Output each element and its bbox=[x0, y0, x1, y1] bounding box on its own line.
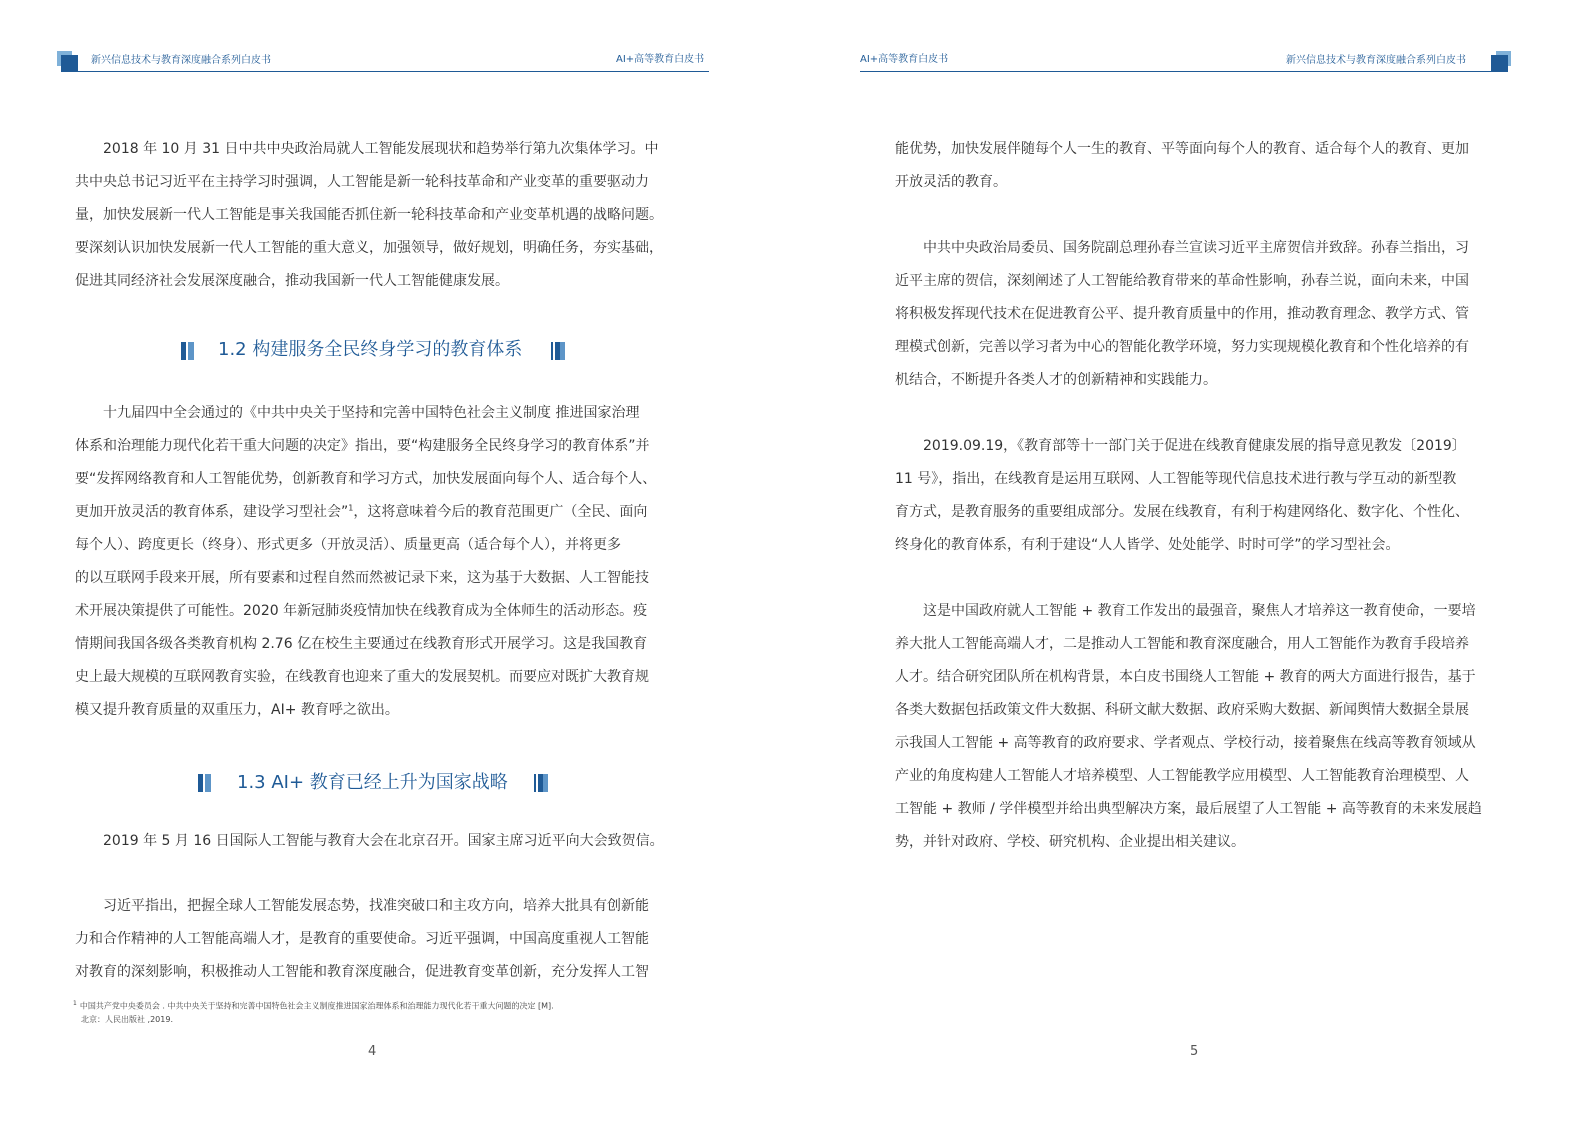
text-line: 产业的角度构建人工智能人才培养模型、人工智能教学应用模型、人工智能教育治理模型、人 bbox=[895, 768, 1469, 784]
header-series-title: 新兴信息技术与教育深度融合系列白皮书 bbox=[91, 55, 271, 66]
header-series-title: 新兴信息技术与教育深度融合系列白皮书 bbox=[1286, 55, 1466, 66]
section-bars-right bbox=[551, 342, 565, 360]
text-line: 2019 年 5 月 16 日国际人工智能与教育大会在北京召开。国家主席习近平向大会致贺信。 bbox=[103, 833, 664, 849]
paragraph-whitepaper-scope bbox=[895, 595, 1495, 859]
text-line: 养大批人工智能高端人才，二是推动人工智能和教育深度融合，用人工智能作为教育手段培养 bbox=[895, 636, 1469, 652]
footnote-line: 北京：人民出版社 ,2019. bbox=[81, 1014, 173, 1024]
text-segment: ，这将意味着今后的教育范围更广（全民、面向 bbox=[353, 504, 648, 520]
section-heading-1-3: 1.3 AI+ 教育已经上升为国家战略 bbox=[237, 772, 508, 793]
text-line: 近平主席的贺信，深刻阐述了人工智能给教育带来的革命性影响，孙春兰说，面向未来，中国 bbox=[895, 273, 1469, 289]
text-line: 人才。结合研究团队所在机构背景，本白皮书围绕人工智能 + 教育的两大方面进行报告，基于 bbox=[895, 669, 1476, 685]
text-line: 促进其同经济社会发展深度融合，推动我国新一代人工智能健康发展。 bbox=[75, 273, 509, 289]
text-line: 终身化的教育体系，有利于建设“人人皆学、处处能学、时时可学”的学习型社会。 bbox=[895, 537, 1400, 553]
paragraph-online-education bbox=[895, 430, 1495, 562]
section-heading-1-2: 1.2 构建服务全民终身学习的教育体系 bbox=[218, 339, 523, 360]
paragraph-xi-remarks bbox=[75, 890, 673, 989]
text-line: 2019.09.19，《教育部等十一部门关于促进在线教育健康发展的指导意见教发〔2019〕 bbox=[923, 438, 1466, 454]
text-line: 要深刻认识加快发展新一代人工智能的重大意义，加强领导，做好规划，明确任务，夯实基础， bbox=[75, 240, 663, 256]
text-line: 量，加快发展新一代人工智能是事关我国能否抓住新一轮科技革命和产业变革机遇的战略问题。 bbox=[75, 207, 663, 223]
text-line: 各类大数据包括政策文件大数据、科研文献大数据、政府采购大数据、新闻舆情大数据全景展 bbox=[895, 702, 1469, 718]
page-number: 5 bbox=[1190, 1044, 1199, 1059]
text-line: 共中央总书记习近平在主持学习时强调，人工智能是新一轮科技革命和产业变革的重要驱动力 bbox=[75, 174, 649, 190]
text-line: 开放灵活的教育。 bbox=[895, 174, 1007, 190]
text-line: 史上最大规模的互联网教育实验，在线教育也迎来了重大的发展契机。而要应对既扩大教育规 bbox=[75, 669, 649, 685]
header-book-title: AI+高等教育白皮书 bbox=[616, 54, 705, 65]
paragraph-lifelong-learning bbox=[75, 397, 673, 727]
section-bars-right bbox=[534, 774, 548, 792]
text-line: 十九届四中全会通过的《中共中央关于坚持和完善中国特色社会主义制度 推进国家治理 bbox=[103, 405, 640, 421]
footnote-reference[interactable]: 1 bbox=[348, 503, 354, 513]
text-segment: 更加开放灵活的教育体系，建设学习型社会” bbox=[75, 504, 349, 520]
footnote bbox=[73, 997, 554, 1026]
page-number: 4 bbox=[368, 1044, 377, 1059]
text-line: 情期间我国各级各类教育机构 2.76 亿在校生主要通过在线教育形式开展学习。这是我国教育 bbox=[75, 636, 648, 652]
header-square-dark bbox=[61, 55, 78, 72]
paragraph-sun-chunlan bbox=[895, 232, 1495, 397]
text-line: 能优势，加快发展伴随每个人一生的教育、平等面向每个人的教育、适合每个人的教育、更加 bbox=[895, 141, 1469, 157]
text-line: 模又提升教育质量的双重压力，AI+ 教育呼之欲出。 bbox=[75, 702, 399, 718]
section-bars-left bbox=[198, 774, 212, 792]
text-line: 每个人）、跨度更长（终身）、形式更多（开放灵活）、质量更高（适合每个人），并将更多 bbox=[75, 537, 621, 553]
header-rule bbox=[860, 71, 1492, 72]
paragraph-conference bbox=[75, 825, 673, 858]
text-line: 术开展决策提供了可能性。2020 年新冠肺炎疫情加快在线教育成为全体师生的活动形态。疫 bbox=[75, 603, 648, 619]
paragraph-continued bbox=[895, 133, 1495, 199]
text-line: 育方式，是教育服务的重要组成部分。发展在线教育，有利于构建网络化、数字化、个性化、 bbox=[895, 504, 1469, 520]
text-line: 将积极发挥现代技术在促进教育公平、提升教育质量中的作用，推动教育理念、教学方式、管 bbox=[895, 306, 1469, 322]
text-line-with-footnote bbox=[75, 496, 673, 529]
text-line: 示我国人工智能 + 高等教育的政府要求、学者观点、学校行动，接着聚焦在线高等教育领域从 bbox=[895, 735, 1476, 751]
header-rule bbox=[78, 71, 709, 72]
text-line: 11 号》，指出，在线教育是运用互联网、人工智能等现代信息技术进行教与学互动的新型教 bbox=[895, 471, 1457, 487]
footnote-line bbox=[73, 997, 554, 1013]
header-square-dark bbox=[1491, 55, 1508, 72]
text-line: 对教育的深刻影响，积极推动人工智能和教育深度融合，促进教育变革创新，充分发挥人工智 bbox=[75, 964, 649, 980]
text-line: 要“发挥网络教育和人工智能优势，创新教育和学习方式，加快发展面向每个人、适合每个人、 bbox=[75, 471, 657, 487]
footnote-text: 中国共产党中央委员会 . 中共中央关于坚持和完善中国特色社会主义制度推进国家治理体系和治理能力现代化若干重大问题的决定 [M]. bbox=[79, 1001, 554, 1011]
text-line: 中共中央政治局委员、国务院副总理孙春兰宣读习近平主席贺信并致辞。孙春兰指出，习 bbox=[923, 240, 1469, 256]
text-line: 工智能 + 教师 / 学伴模型并给出典型解决方案，最后展望了人工智能 + 高等教育的未来发展趋 bbox=[895, 801, 1482, 817]
right-page bbox=[794, 0, 1587, 1122]
text-line: 势，并针对政府、学校、研究机构、企业提出相关建议。 bbox=[895, 834, 1245, 850]
paragraph-study-session bbox=[75, 133, 673, 298]
footnote-mark: 1 bbox=[73, 1000, 77, 1007]
text-line: 机结合，不断提升各类人才的创新精神和实践能力。 bbox=[895, 372, 1217, 388]
text-line: 习近平指出，把握全球人工智能发展态势，找准突破口和主攻方向，培养大批具有创新能 bbox=[103, 898, 649, 914]
text-line: 力和合作精神的人工智能高端人才，是教育的重要使命。习近平强调，中国高度重视人工智能 bbox=[75, 931, 649, 947]
text-line: 这是中国政府就人工智能 + 教育工作发出的最强音，聚焦人才培养这一教育使命，一要培 bbox=[923, 603, 1476, 619]
text-line: 的以互联网手段来开展，所有要素和过程自然而然被记录下来，这为基于大数据、人工智能技 bbox=[75, 570, 649, 586]
text-line: 体系和治理能力现代化若干重大问题的决定》指出，要“构建服务全民终身学习的教育体系”并 bbox=[75, 438, 650, 454]
left-page bbox=[0, 0, 793, 1122]
section-bars-left bbox=[181, 342, 195, 360]
text-line: 理模式创新，完善以学习者为中心的智能化教学环境，努力实现规模化教育和个性化培养的有 bbox=[895, 339, 1469, 355]
header-book-title: AI+高等教育白皮书 bbox=[860, 54, 949, 65]
text-line: 2018 年 10 月 31 日中共中央政治局就人工智能发展现状和趋势举行第九次集体学习。中 bbox=[103, 141, 659, 157]
